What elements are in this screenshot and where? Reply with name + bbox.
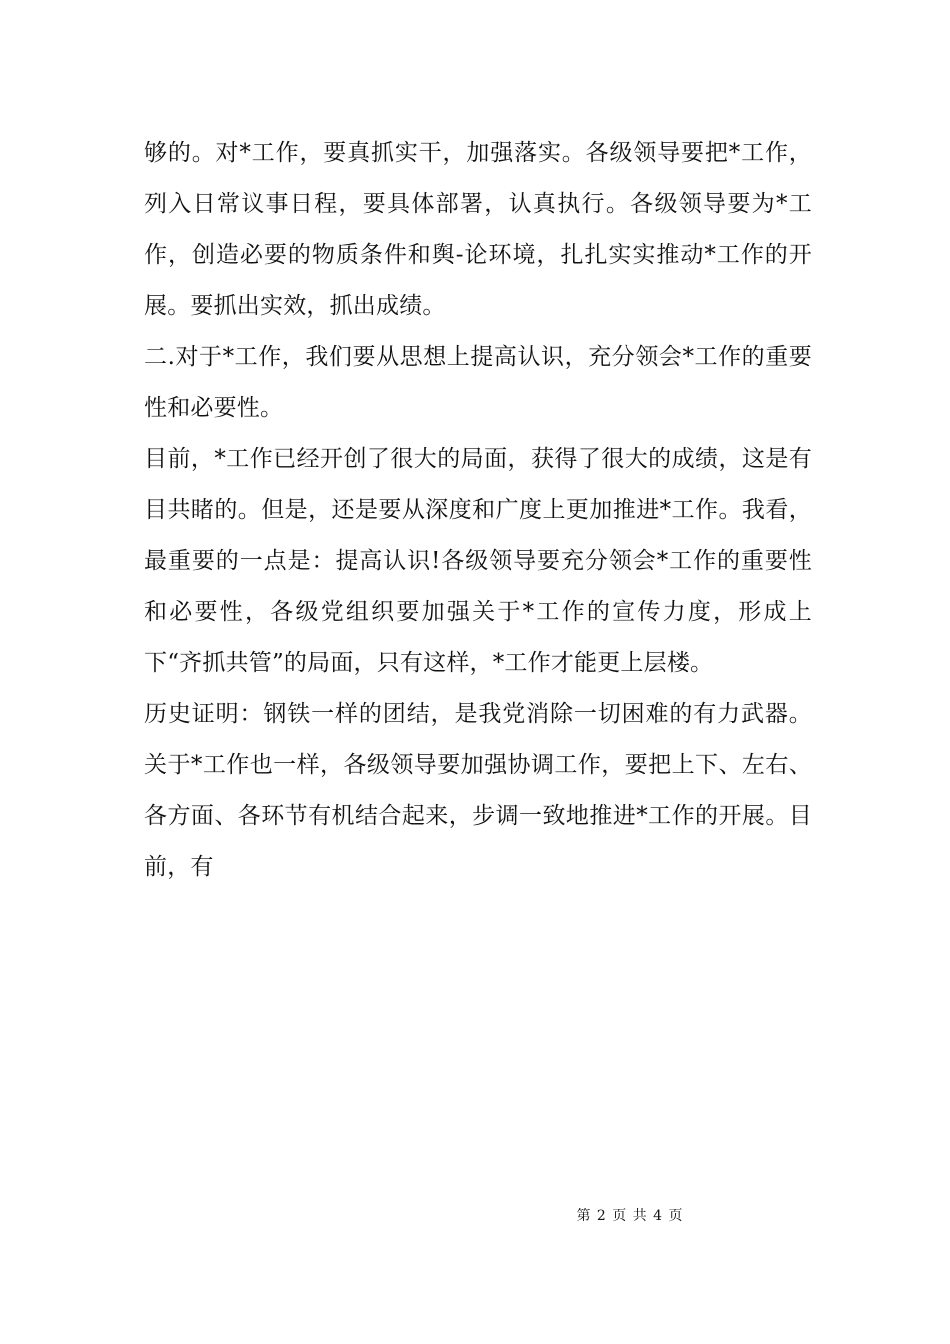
paragraph-1: 够的。对*工作，要真抓实干，加强落实。各级领导要把*工作，列入日常议事日程，要具体部署，认真执行。各级领导要为*工作，创造必要的物质条件和舆-论环境，扎扎实实推动*工作的开展。要抓出实效，抓出成绩。	[144, 140, 812, 319]
paragraph-2: 二.对于*工作，我们要从思想上提高认识，充分领会*工作的重要性和必要性。	[144, 344, 812, 421]
paragraph-4: 历史证明：钢铁一样的团结，是我党消除一切困难的有力武器。关于*工作也一样，各级领导要加强协调工作，要把上下、左右、各方面、各环节有机结合起来，步调一致地推进*工作的开展。目前，有	[144, 701, 812, 880]
paragraph-3: 目前，*工作已经开创了很大的局面，获得了很大的成绩，这是有目共睹的。但是，还是要从深度和广度上更加推进*工作。我看，最重要的一点是：提高认识!各级领导要充分领会*工作的重要性和必要性，各级党组织要加强关于*工作的宣传力度，形成上下“齐抓共管”的局面，只有这样，*工作才能更上层楼。	[144, 446, 812, 676]
page-footer	[0, 1205, 950, 1225]
body-text	[144, 128, 812, 893]
page-number: 第 2 页 共 4 页	[576, 1208, 684, 1224]
